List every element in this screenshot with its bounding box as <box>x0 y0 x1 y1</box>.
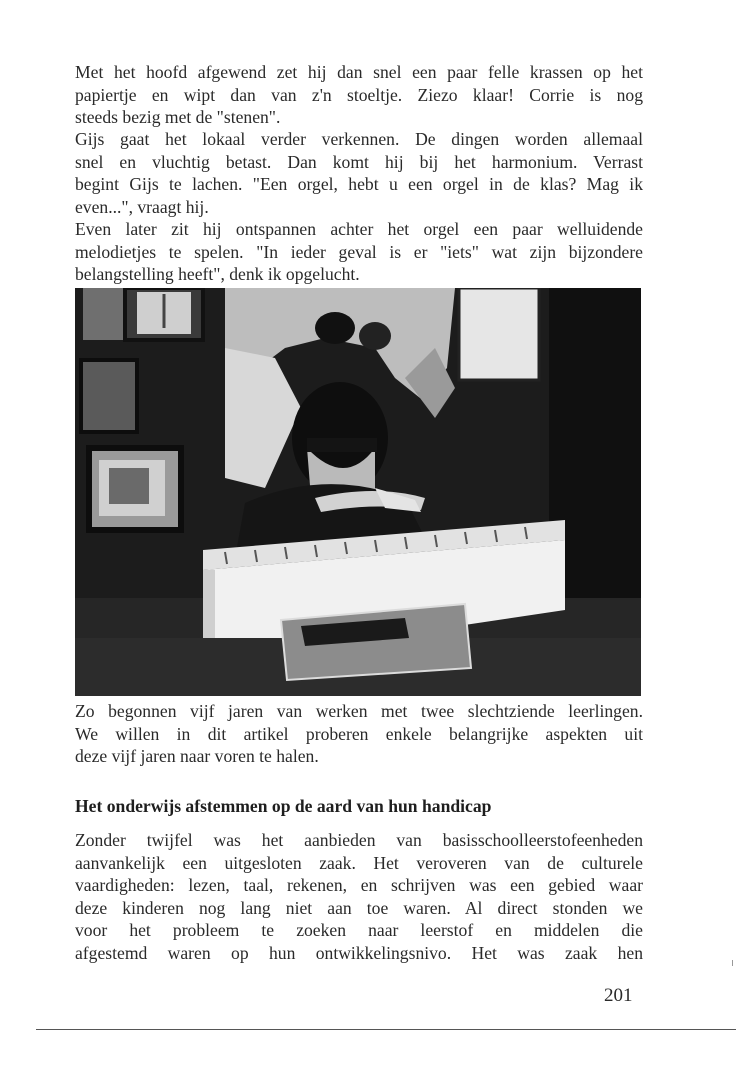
text-line: belangstelling heeft", denk ik opgelucht. <box>75 264 360 284</box>
section-heading: Het onderwijs afstemmen op de aard van hun handicap <box>75 796 492 816</box>
text-line: melodietjes te spelen. "In ieder geval is er "iets" wat zijn bijzondere <box>75 241 643 262</box>
paragraph-2 <box>75 128 643 218</box>
text-line: afgestemd waren op hun ontwikkelingsnivo. Het was zaak hen <box>75 942 643 963</box>
text-line: We willen in dit artikel proberen enkele belangrijke aspekten uit <box>75 723 643 744</box>
bottom-rule <box>36 1029 736 1030</box>
text-line: steeds bezig met de "stenen". <box>75 107 281 127</box>
text-line: Gijs gaat het lokaal verder verkennen. De dingen worden allemaal <box>75 129 643 149</box>
text-line: Even later zit hij ontspannen achter het orgel een paar welluidende <box>75 219 643 239</box>
paragraph-1 <box>75 61 643 129</box>
text-line: even...", vraagt hij. <box>75 196 209 217</box>
text-line: voor het probleem te zoeken naar leerstof en middelen die <box>75 920 643 940</box>
text-line: Met het hoofd afgewend zet hij dan snel een paar felle krassen op het <box>75 62 643 82</box>
section-paragraph <box>75 829 643 964</box>
text-line: snel en vluchtig betast. Dan komt hij bij het harmonium. Verrast <box>75 151 643 172</box>
page-number: 201 <box>604 985 633 1006</box>
text-line: Zo begonnen vijf jaren van werken met twee slechtziende leerlingen. <box>75 701 643 721</box>
text-line: deze vijf jaren naar voren te halen. <box>75 746 319 766</box>
text-line: deze kinderen nog lang niet aan toe waren. Al direct stonden we <box>75 897 643 918</box>
paragraph-3 <box>75 218 643 286</box>
text-line: aanvankelijk een uitgesloten zaak. Het veroveren van de culturele <box>75 852 643 873</box>
text-line: vaardigheden: lezen, taal, rekenen, en schrijven was een gebied waar <box>75 875 643 895</box>
text-line: Zonder twijfel was het aanbieden van basisschoolleerstofeenheden <box>75 830 643 850</box>
edge-mark <box>732 960 733 966</box>
photo-caption <box>75 700 643 768</box>
text-line: papiertje en wipt dan van z'n stoeltje. Ziezo klaar! Corrie is nog <box>75 84 643 105</box>
text-line: begint Gijs te lachen. "Een orgel, hebt u een orgel in de klas? Mag ik <box>75 174 643 194</box>
photo-boy-playing-xylophone <box>75 288 641 696</box>
